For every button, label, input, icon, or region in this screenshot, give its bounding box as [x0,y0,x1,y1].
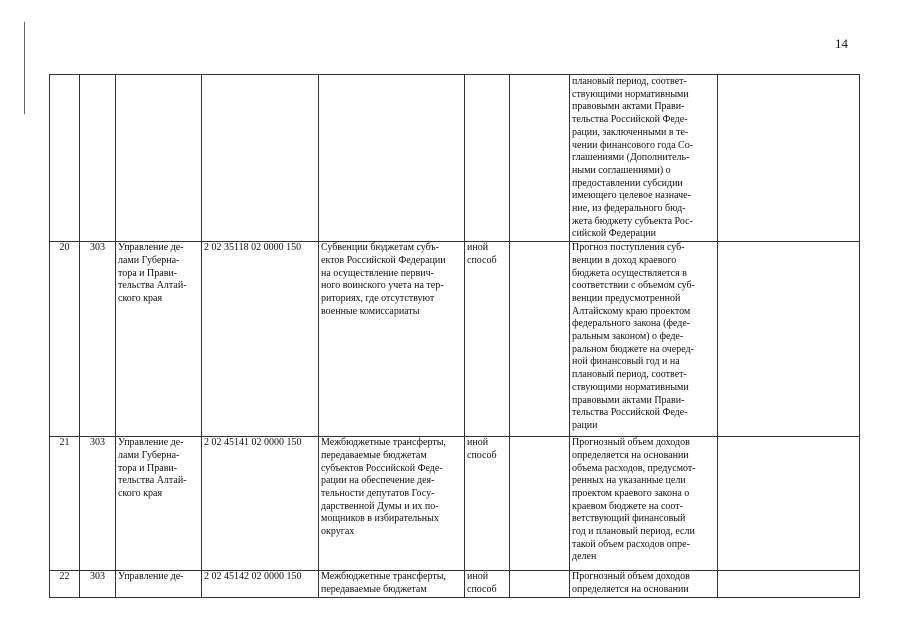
calculation-basis: Прогноз поступления суб- венции в доход краевого бюджета осуществляется в соответствии с объемом суб- венции предусмотренной Алтайскому краю проектом федерального закона (феде- ральным законом) о феде- ральном бюджете на очеред- ной финансовый год и на плановый период, соответ- ствующими нормативными правовыми актами Прави- тельства Российской Феде- рации [570,242,718,437]
revenue-name: Субвенции бюджетам субъ- ектов Российской Федерации на осуществление первич- ного воинского учета на тер- риториях, где отсутствуют военные комиссариаты [319,242,465,437]
formula-cell [510,75,570,242]
administrator-name [116,75,202,242]
budget-classification-code [202,75,319,242]
administrator-name: Управление де- [116,571,202,598]
notes-cell [718,437,860,571]
calculation-basis: Прогнозный объем доходов определяется на основании объема расходов, предусмот- ренных на указанные цели проектом краевого закона о краевом бюджете на соот- ветствующий финансовый год и плановый период, если такой объем расходов опре- делен [570,437,718,571]
calculation-method: иной способ [465,437,510,571]
notes-cell [718,571,860,598]
calculation-method [465,75,510,242]
calculation-basis: Прогнозный объем доходов определяется на основании [570,571,718,598]
table-row [50,242,860,437]
admin-code [80,75,116,242]
margin-line [24,22,25,114]
formula-cell [510,571,570,598]
budget-classification-code: 2 02 35118 02 0000 150 [202,242,319,437]
revenue-name [319,75,465,242]
notes-cell [718,242,860,437]
row-number: 21 [50,437,80,571]
calculation-method: иной способ [465,571,510,598]
administrator-name: Управление де- лами Губерна- тора и Прави- тельства Алтай- ского края [116,437,202,571]
page-number: 14 [835,36,848,51]
formula-cell [510,437,570,571]
notes-cell [718,75,860,242]
revenue-name: Межбюджетные трансферты, передаваемые бюджетам субъектов Российской Феде- рации на обеспечение дея- тельности депутатов Госу- дарственной Думы и их по- мощников в избирательных округах [319,437,465,571]
table-row [50,437,860,571]
admin-code: 303 [80,437,116,571]
formula-cell [510,242,570,437]
row-number [50,75,80,242]
calculation-method: иной способ [465,242,510,437]
admin-code: 303 [80,242,116,437]
administrator-name: Управление де- лами Губерна- тора и Прави- тельства Алтай- ского края [116,242,202,437]
row-number: 20 [50,242,80,437]
revenue-table [49,74,860,598]
budget-classification-code: 2 02 45141 02 0000 150 [202,437,319,571]
table-row [50,571,860,598]
row-number: 22 [50,571,80,598]
admin-code: 303 [80,571,116,598]
calculation-basis: плановый период, соответ- ствующими нормативными правовыми актами Прави- тельства Российской Феде- рации, заключенными в те- чении финансового года Со- глашениями (Дополнитель- ными соглашениями) о предоставлении субсидии имеющего целевое назначе- ние, из федерального бюд- жета бюджету субъекта Рос- сийской Федерации [570,75,718,242]
budget-classification-code: 2 02 45142 02 0000 150 [202,571,319,598]
revenue-name: Межбюджетные трансферты, передаваемые бюджетам [319,571,465,598]
table-row [50,75,860,242]
